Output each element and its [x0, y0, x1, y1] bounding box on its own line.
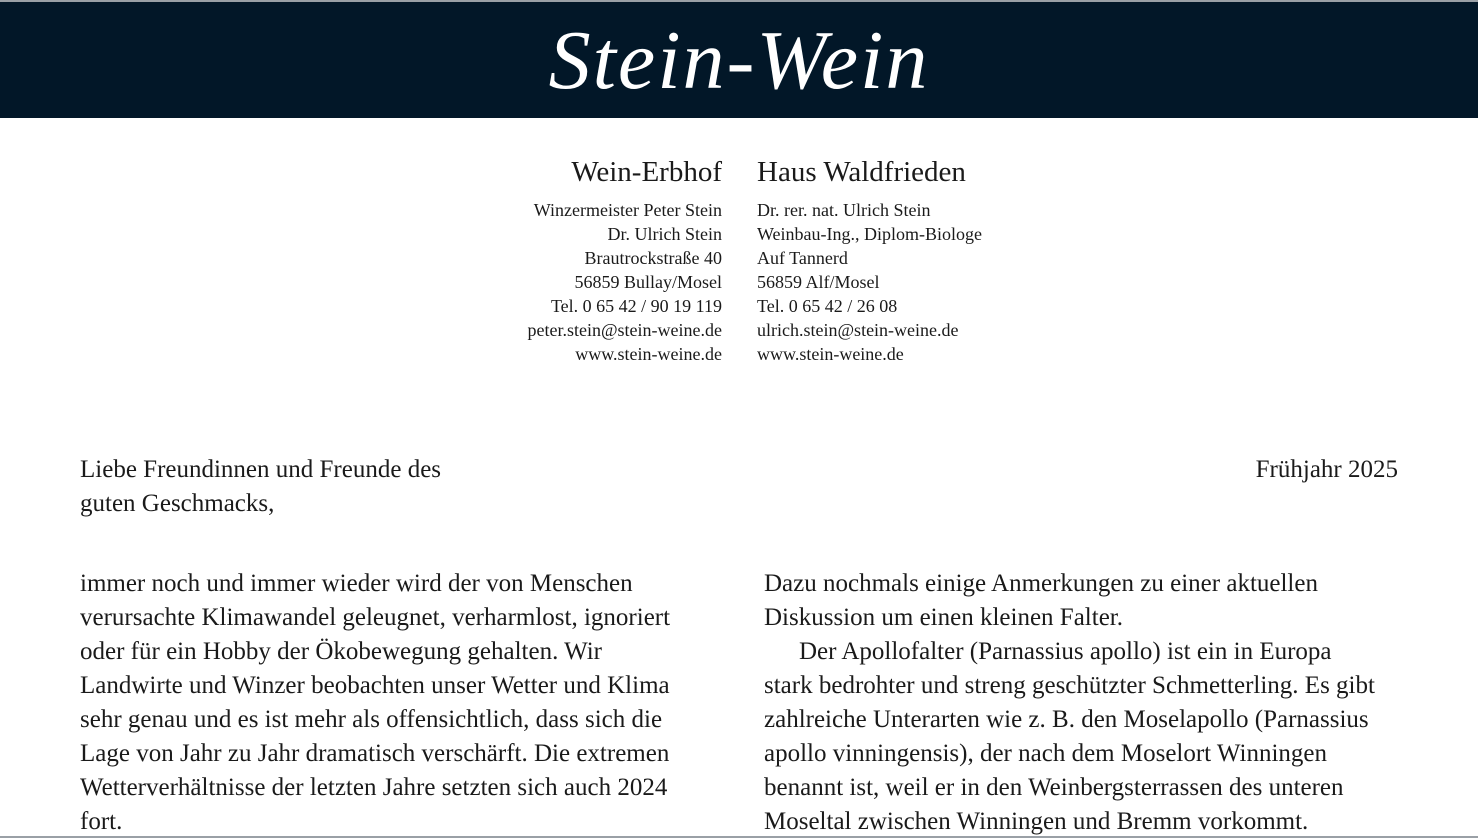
body-line: verursachte Klimawandel geleugnet, verharmlost, ignoriert — [80, 604, 671, 631]
body-line: stark bedrohter und streng geschützter Schmetterling. Es gibt — [764, 672, 1375, 699]
body-line: Diskussion um einen kleinen Falter. — [764, 604, 1123, 631]
body-line: sehr genau und es ist mehr als offensichtlich, dass sich die — [80, 706, 663, 733]
contact-phone: Tel. 0 65 42 / 26 08 — [757, 296, 898, 316]
contact-address: Brautrockstraße 40 — [584, 248, 722, 268]
body-column-right — [764, 567, 1404, 839]
salutation — [80, 453, 600, 521]
contact-line: Winzermeister Peter Stein — [533, 200, 722, 220]
contact-name: Wein-Erbhof — [571, 156, 722, 188]
contact-city: 56859 Alf/Mosel — [757, 272, 880, 292]
body-line: Dazu nochmals einige Anmerkungen zu einer aktuellen — [764, 570, 1318, 597]
contact-line: Weinbau-Ing., Diplom-Biologe — [757, 224, 983, 244]
body-line: Lage von Jahr zu Jahr dramatisch verschärft. Die extremen — [80, 740, 670, 767]
contact-email-link[interactable]: peter.stein@stein-weine.de — [527, 320, 722, 340]
body-line: oder für ein Hobby der Ökobewegung gehalten. Wir — [80, 638, 602, 665]
body-line: fort. — [80, 808, 123, 835]
contact-website-link[interactable]: www.stein-weine.de — [575, 344, 722, 364]
body-line: Landwirte und Winzer beobachten unser Wetter und Klima — [80, 672, 670, 699]
masthead-title: Stein-Wein — [548, 14, 930, 107]
body-line: Wetterverhältnisse der letzten Jahre setzten sich auch 2024 — [80, 774, 668, 801]
salutation-line: guten Geschmacks, — [80, 490, 275, 517]
body-line: apollo vinningensis), der nach dem Moselort Winningen — [764, 740, 1328, 767]
contact-phone: Tel. 0 65 42 / 90 19 119 — [550, 296, 722, 316]
contact-line: Dr. rer. nat. Ulrich Stein — [757, 200, 931, 220]
contact-address: Auf Tannerd — [757, 248, 848, 268]
contact-line: Dr. Ulrich Stein — [607, 224, 722, 244]
body-line: zahlreiche Unterarten wie z. B. den Moselapollo (Parnassius — [764, 706, 1369, 733]
body-line-paragraph-start: Der Apollofalter (Parnassius apollo) ist ein in Europa — [799, 638, 1332, 665]
body-line: immer noch und immer wieder wird der von Menschen — [80, 570, 633, 597]
masthead-banner — [0, 2, 1478, 118]
letter-date: Frühjahr 2025 — [1255, 456, 1398, 483]
body-line: Moseltal zwischen Winningen und Bremm vorkommt. — [764, 808, 1309, 835]
contact-block-wein-erbhof — [162, 152, 722, 366]
salutation-line: Liebe Freundinnen und Freunde des — [80, 456, 442, 483]
contact-name: Haus Waldfrieden — [757, 156, 966, 188]
body-column-left — [80, 567, 720, 839]
contact-block-haus-waldfrieden — [757, 152, 1317, 366]
contact-city: 56859 Bullay/Mosel — [574, 272, 722, 292]
contact-website-link[interactable]: www.stein-weine.de — [757, 344, 904, 364]
contact-email-link[interactable]: ulrich.stein@stein-weine.de — [757, 320, 959, 340]
body-line: benannt ist, weil er in den Weinbergsterrassen des unteren — [764, 774, 1344, 801]
